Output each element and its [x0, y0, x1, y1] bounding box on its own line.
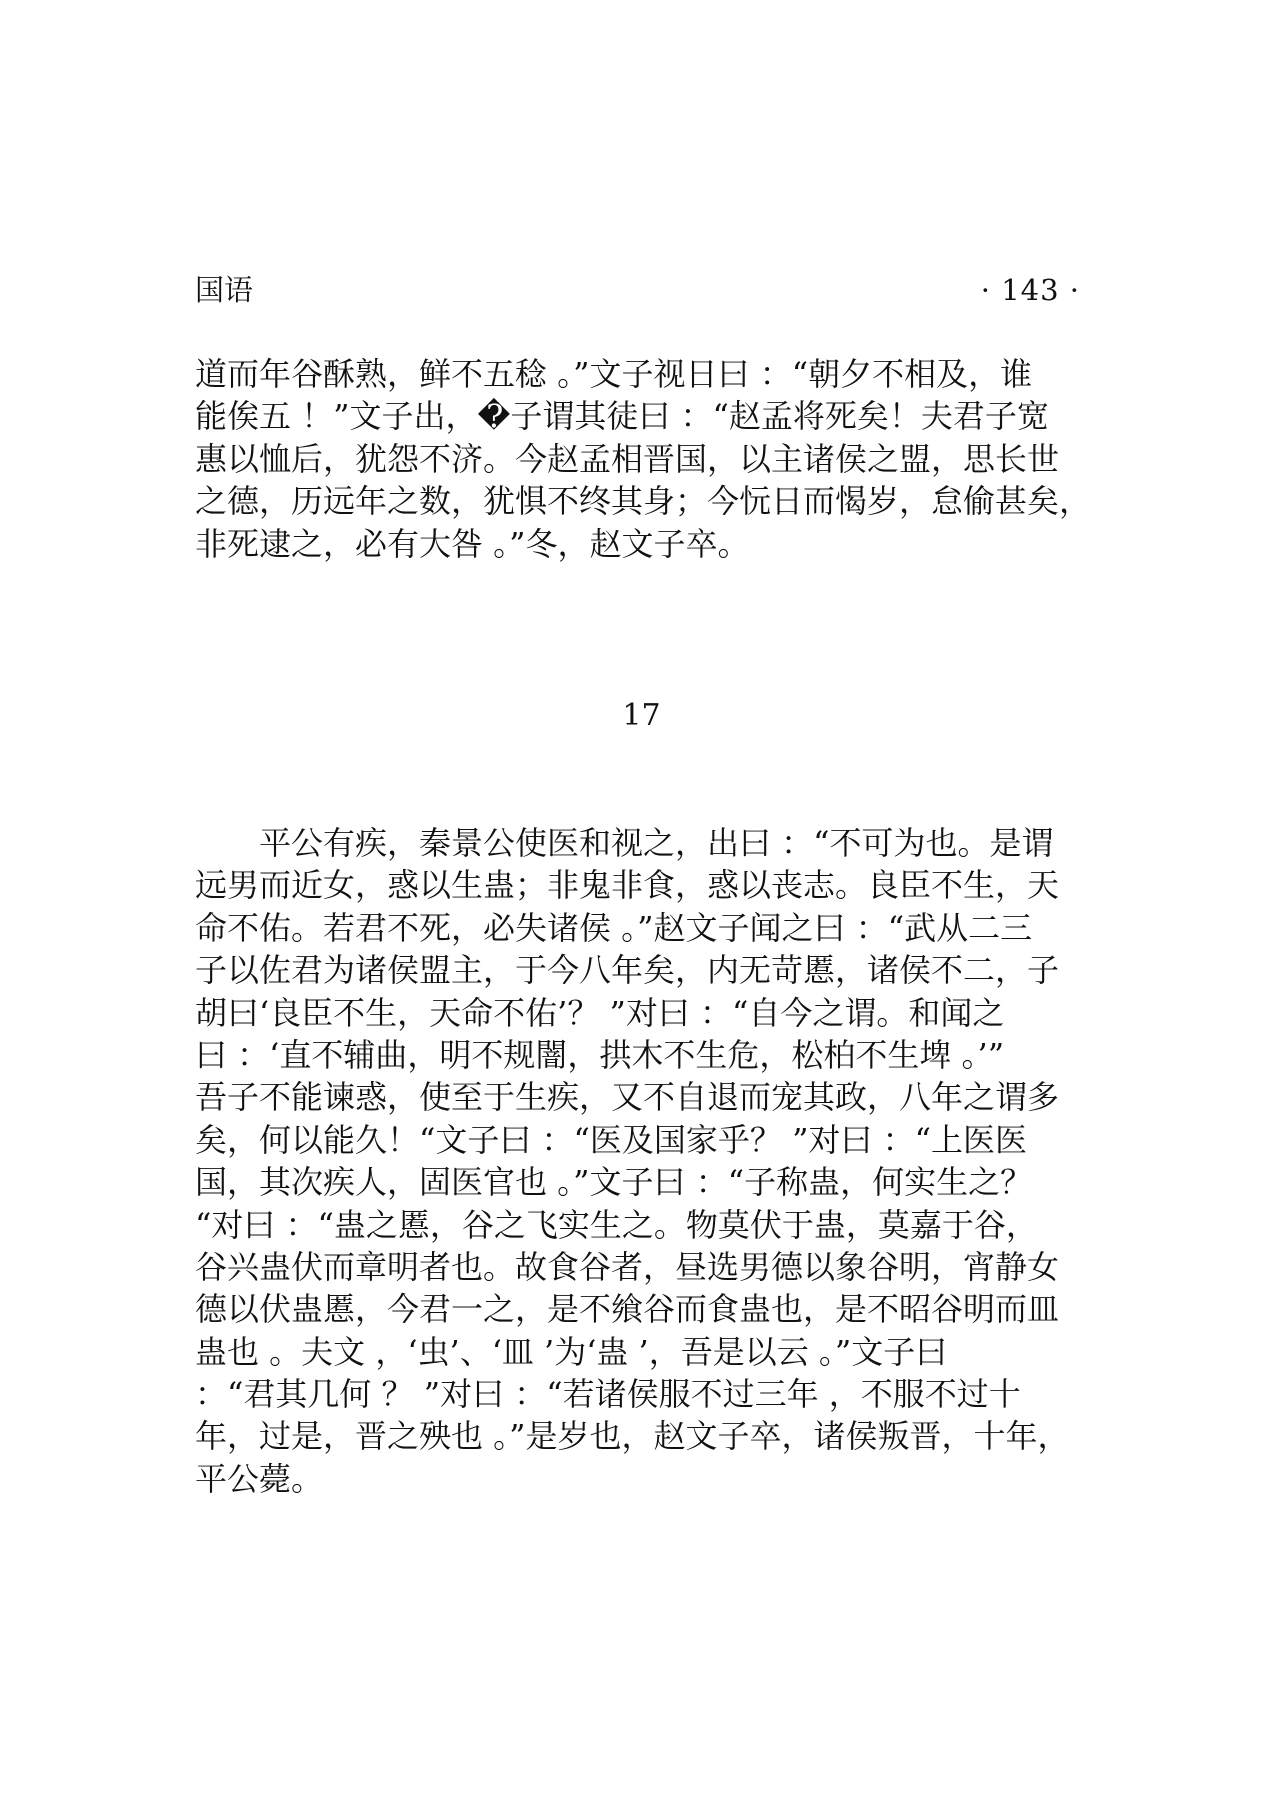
book-title: 国语	[195, 273, 254, 307]
text-line: 道而年谷酥熟，鲜不五稔 。”文子视日曰 ：“朝夕不相及，谁	[195, 355, 1033, 393]
text-line: 年，过是，晋之殃也 。”是岁也，赵文子卒，诸侯叛晋，十年，	[195, 1417, 1070, 1456]
section-number: 17	[622, 698, 661, 733]
text-line: 子以佐君为诸侯盟主，于今八年矣，内无苛慝，诸侯不二，子	[195, 951, 1060, 990]
text-line: 国，其次疾人，固医官也 。”文子曰 ：“子称蛊，何实生之？	[195, 1163, 1033, 1202]
page-number: · 143 ·	[980, 273, 1080, 307]
text-line: 惠以恤后，犹怨不济。今赵孟相晋国，以主诸侯之盟，思长世	[195, 439, 1060, 478]
text-line: “对曰 ：“蛊之慝，谷之飞实生之。物莫伏于蛊，莫嘉于谷，	[195, 1205, 1038, 1244]
text-line: ：“君其几何 ？ ”对曰 ：“若诸侯服不过三年 ，不服不过十	[195, 1375, 1021, 1414]
paragraph-continued	[195, 353, 1090, 565]
text-line: 平公薨。	[195, 1459, 324, 1498]
text-line: 吾子不能谏惑，使至于生疾，又不自退而宠其政，八年之谓多	[195, 1078, 1060, 1117]
text-line: 平公有疾，秦景公使医和视之，出曰 ：“不可为也。是谓	[195, 824, 1054, 862]
text-line: 胡曰‘良臣不生，天命不佑’？ ”对曰 ：“自今之谓。和闻之	[195, 993, 1005, 1032]
text-line: 之德，历远年之数，犹惧不终其身；今忨日而愒岁，怠偷甚矣，	[195, 482, 1092, 521]
paragraph-section-17	[195, 822, 1090, 1500]
text-line: 德以伏蛊慝，今君一之，是不飨谷而食蛊也，是不昭谷明而皿	[195, 1290, 1060, 1329]
text-line: 远男而近女，惑以生蛊；非鬼非食，惑以丧志。良臣不生，天	[195, 866, 1060, 905]
text-line: 非死逮之，必有大咎 。”冬，赵文子卒。	[195, 524, 750, 563]
text-line: 命不佑。若君不死，必失诸侯 。”赵文子闻之曰 ：“武从二三	[195, 908, 1033, 947]
text-line: 蛊也 。夫文 ，‘虫’、‘皿 ’为‘蛊 ’，吾是以云 。”文子曰	[195, 1332, 948, 1371]
text-line: 能俟五 ！”文子出，�子谓其徒曰 ：“赵孟将死矣！夫君子宽	[195, 397, 1049, 436]
text-line: 谷兴蛊伏而章明者也。故食谷者，昼选男德以象谷明，宵静女	[195, 1247, 1060, 1286]
text-line: 矣，何以能久！“文子曰 ：“医及国家乎？ ”对曰 ：“上医医	[195, 1120, 1027, 1159]
running-header	[195, 268, 1080, 312]
text-line: 曰 ：‘直不辅曲，明不规闇，拱木不生危，松柏不生埤 。’”	[195, 1035, 1005, 1074]
